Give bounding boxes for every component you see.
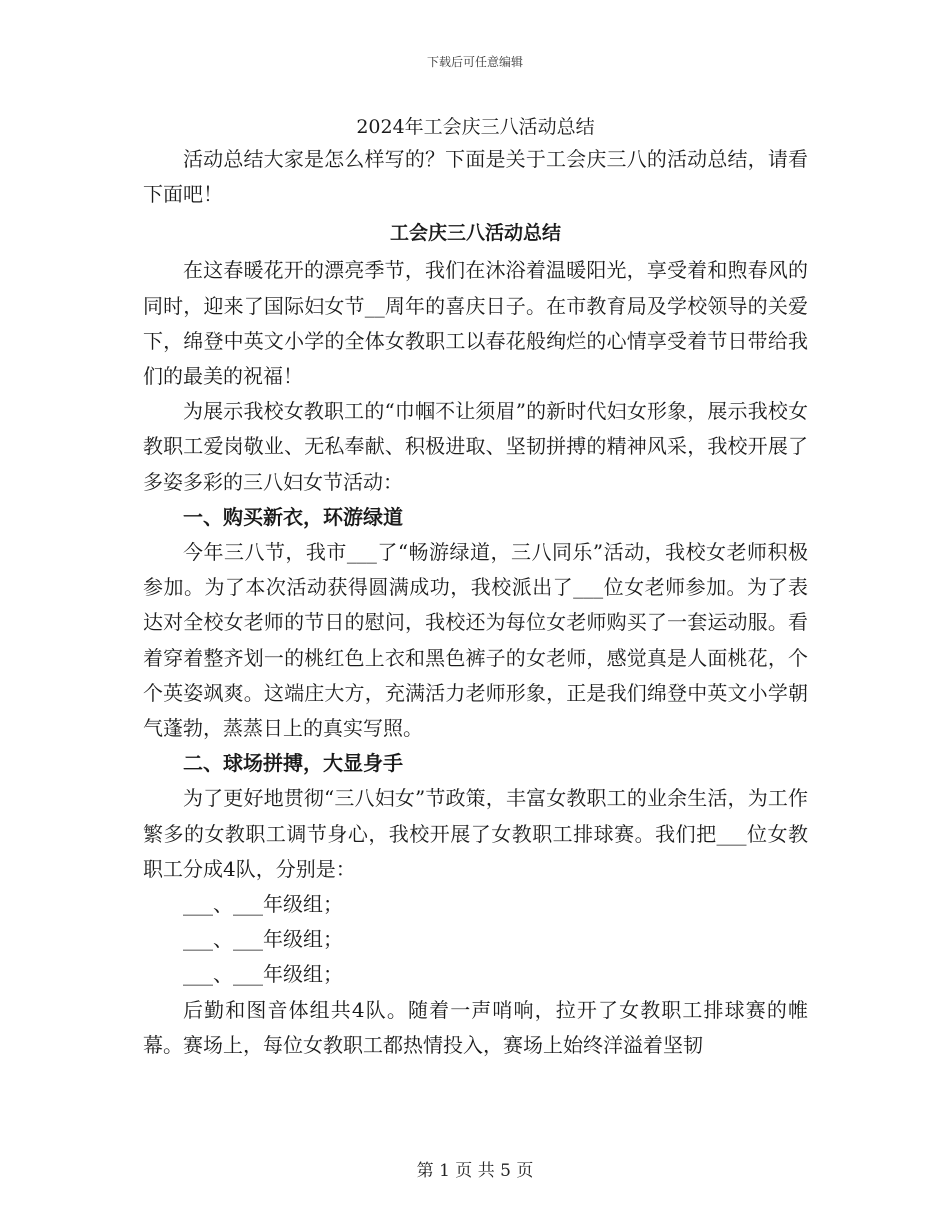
document-body (143, 112, 808, 1063)
page-number: 第 1 页 共 5 页 (416, 1161, 534, 1181)
group-line-3: ___、___年级组； (183, 962, 343, 987)
section-2-heading: 二、球场拼搏，大显身手 (183, 751, 403, 776)
paragraph-2: 为展示我校女教职工的“巾帼不让须眉”的新时代妇女形象，展示我校女教职工爱岗敬业、无私奉献、积极进取、坚韧拼搏的精神风采，我校开展了多姿多彩的三八妇女节活动： (143, 399, 808, 494)
header-note: 下载后可任意编辑 (426, 55, 523, 69)
document-title: 2024年工会庆三八活动总结 (356, 116, 595, 138)
section-1-heading: 一、购买新衣，环游绿道 (183, 504, 403, 529)
paragraph-1: 在这春暖花开的漂亮季节，我们在沐浴着温暖阳光，享受着和煦春风的同时，迎来了国际妇女节__周年的喜庆日子。在市教育局及学校领导的关爱下，绵登中英文小学的全体女教职工以春花般绚烂的心情享受着节日带给我们的最美的祝福！ (143, 258, 808, 389)
section-2-closing: 后勤和图音体组共4队。随着一声哨响，拉开了女教职工排球赛的帷幕。赛场上，每位女教职工都热情投入，赛场上始终洋溢着坚韧 (143, 997, 808, 1057)
section-1-text: 今年三八节，我市___了“畅游绿道，三八同乐”活动，我校女老师积极参加。为了本次活动获得圆满成功，我校派出了___位女老师参加。为了表达对全校女老师的节日的慰问，我校还为每位女老师购买了一套运动服。看着穿着整齐划一的桃红色上衣和黑色裤子的女老师，感觉真是人面桃花，个个英姿飒爽。这端庄大方，充满活力老师形象，正是我们绵登中英文小学朝气蓬勃，蒸蒸日上的真实写照。 (143, 540, 808, 741)
intro-paragraph: 活动总结大家是怎么样写的？下面是关于工会庆三八的活动总结，请看下面吧！ (143, 147, 808, 207)
group-line-1: ___、___年级组； (183, 892, 343, 917)
section-2-text: 为了更好地贯彻“三八妇女”节政策，丰富女教职工的业余生活，为工作繁多的女教职工调节身心，我校开展了女教职工排球赛。我们把___位女教职工分成4队，分别是： (143, 786, 808, 881)
group-line-2: ___、___年级组； (183, 927, 343, 952)
document-subtitle: 工会庆三八活动总结 (389, 222, 561, 245)
